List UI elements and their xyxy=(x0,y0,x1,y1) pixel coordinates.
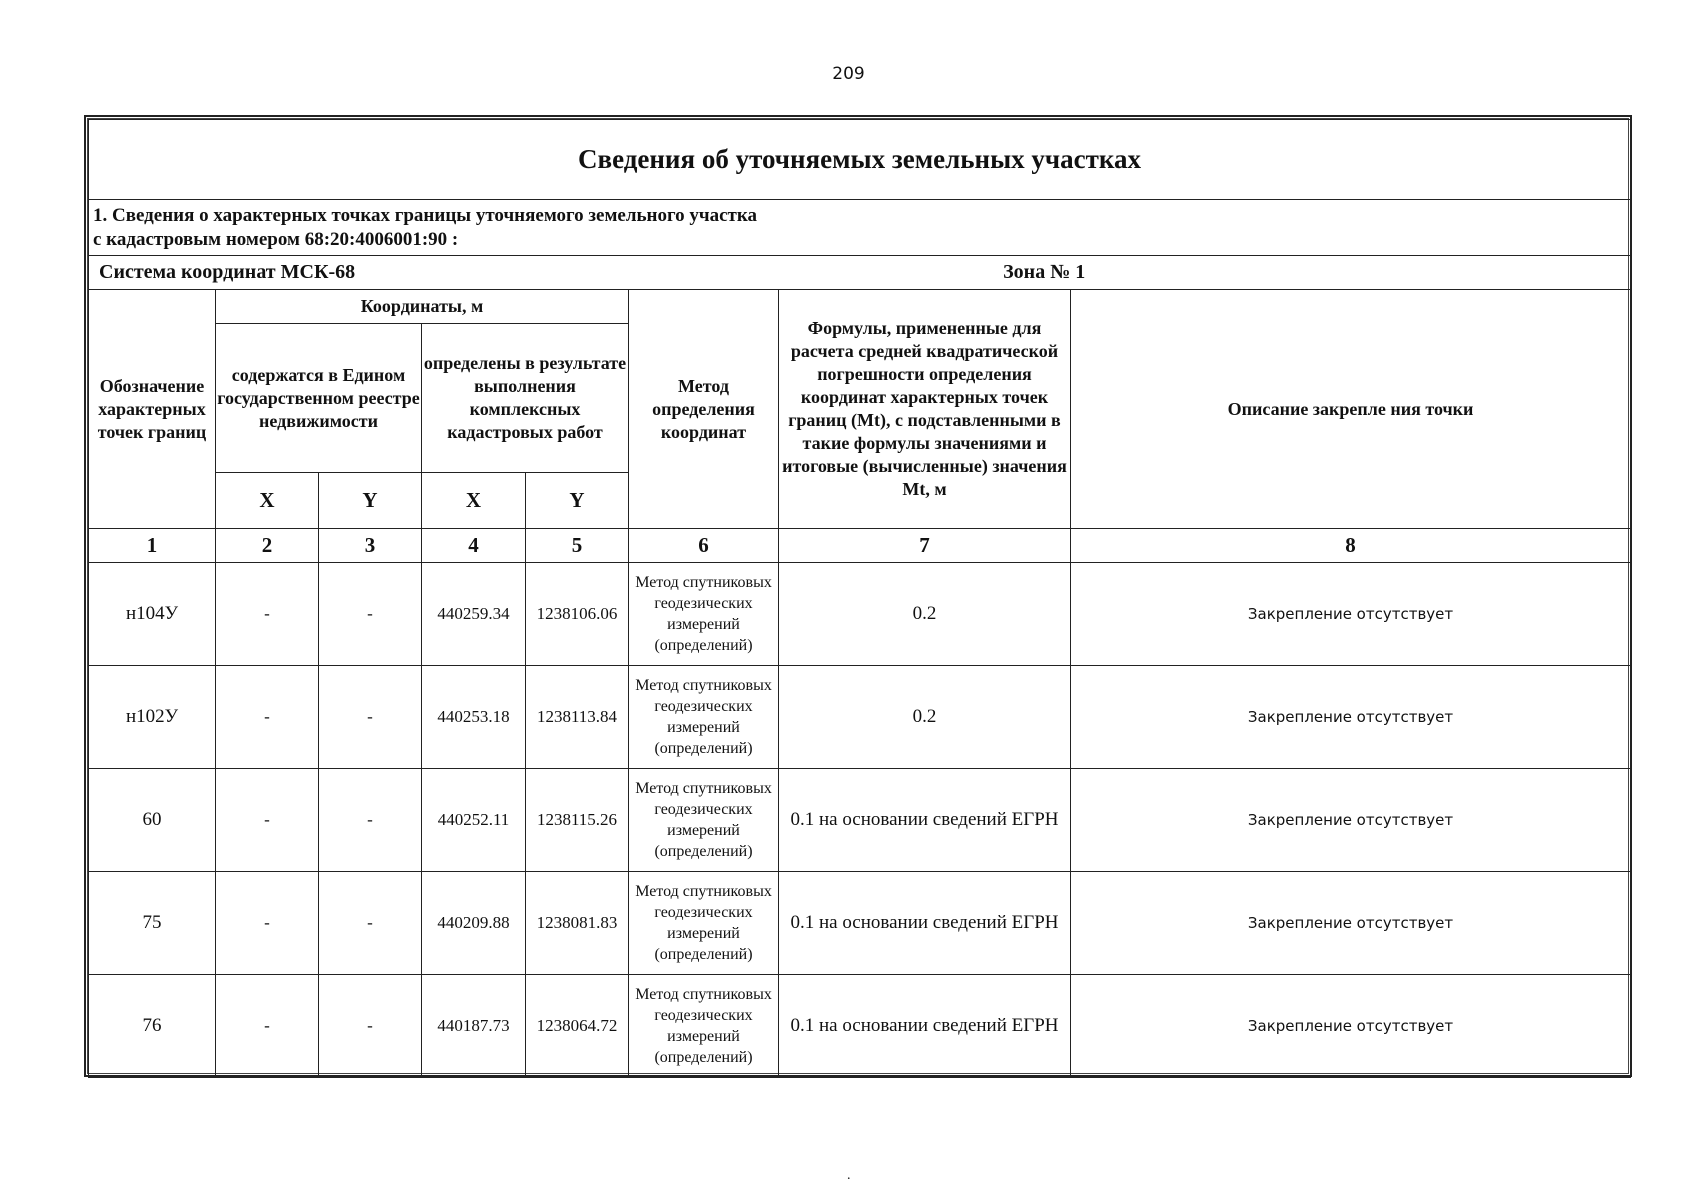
document-frame xyxy=(84,115,1632,1077)
point-description: Закрепление отсутствует xyxy=(1071,563,1631,666)
method: Метод спутниковых геодезических измерений (определений) xyxy=(629,872,779,975)
header-point-designation: Обозначение характерных точек границ xyxy=(89,290,216,529)
method: Метод спутниковых геодезических измерений (определений) xyxy=(629,563,779,666)
survey-y: 1238106.06 xyxy=(526,563,629,666)
point-designation: н104У xyxy=(89,563,216,666)
point-designation: н102У xyxy=(89,666,216,769)
egrn-y: - xyxy=(319,872,422,975)
egrn-x: - xyxy=(216,666,319,769)
mt-value: 0.2 xyxy=(779,666,1071,769)
point-description: Закрепление отсутствует xyxy=(1071,769,1631,872)
egrn-y: - xyxy=(319,769,422,872)
header-survey-x: X xyxy=(422,473,526,529)
survey-x: 440259.34 xyxy=(422,563,526,666)
header-egrn-x: X xyxy=(216,473,319,529)
table-row xyxy=(89,563,1631,666)
survey-y: 1238115.26 xyxy=(526,769,629,872)
mt-value: 0.2 xyxy=(779,563,1071,666)
column-number: 2 xyxy=(216,529,319,563)
survey-x: 440252.11 xyxy=(422,769,526,872)
column-number: 8 xyxy=(1071,529,1631,563)
egrn-x: - xyxy=(216,975,319,1078)
header-egrn-coords: содержатся в Едином государственном реестре недвижимости xyxy=(216,324,422,473)
survey-x: 440253.18 xyxy=(422,666,526,769)
survey-y: 1238064.72 xyxy=(526,975,629,1078)
header-egrn-y: Y xyxy=(319,473,422,529)
header-description: Описание закрепле ния точки xyxy=(1071,290,1631,529)
column-number: 5 xyxy=(526,529,629,563)
header-survey-y: Y xyxy=(526,473,629,529)
column-number: 7 xyxy=(779,529,1071,563)
section-heading-line1: 1. Сведения о характерных точках границы уточняемого земельного участка xyxy=(93,204,758,226)
method: Метод спутниковых геодезических измерений (определений) xyxy=(629,975,779,1078)
survey-x: 440209.88 xyxy=(422,872,526,975)
survey-y: 1238113.84 xyxy=(526,666,629,769)
table-row xyxy=(89,975,1631,1078)
point-description: Закрепление отсутствует xyxy=(1071,872,1631,975)
egrn-x: - xyxy=(216,563,319,666)
egrn-y: - xyxy=(319,666,422,769)
section-heading-line2: с кадастровым номером 68:20:4006001:90 : xyxy=(93,228,459,250)
survey-x: 440187.73 xyxy=(422,975,526,1078)
table-row xyxy=(89,872,1631,975)
section-heading xyxy=(89,200,1631,256)
table-row xyxy=(89,666,1631,769)
parcel-points-table xyxy=(88,119,1631,1078)
egrn-y: - xyxy=(319,975,422,1078)
column-number: 3 xyxy=(319,529,422,563)
header-survey-coords: определены в результате выполнения комплексных кадастровых работ xyxy=(422,324,629,473)
mt-value: 0.1 на основании сведений ЕГРН xyxy=(779,975,1071,1078)
column-number: 6 xyxy=(629,529,779,563)
point-description: Закрепление отсутствует xyxy=(1071,666,1631,769)
method: Метод спутниковых геодезических измерений (определений) xyxy=(629,666,779,769)
header-coordinates: Координаты, м xyxy=(216,290,629,324)
point-designation: 76 xyxy=(89,975,216,1078)
document-title: Сведения об уточняемых земельных участках xyxy=(89,120,1631,200)
egrn-x: - xyxy=(216,769,319,872)
point-description: Закрепление отсутствует xyxy=(1071,975,1631,1078)
header-method: Метод определения координат xyxy=(629,290,779,529)
column-number: 4 xyxy=(422,529,526,563)
coordinate-system-row xyxy=(89,256,1631,290)
point-designation: 60 xyxy=(89,769,216,872)
coordinate-system: Система координат МСК-68 xyxy=(99,261,356,283)
mt-value: 0.1 на основании сведений ЕГРН xyxy=(779,769,1071,872)
table-row xyxy=(89,769,1631,872)
survey-y: 1238081.83 xyxy=(526,872,629,975)
zone-label: Зона № 1 xyxy=(1003,261,1086,283)
mt-value: 0.1 на основании сведений ЕГРН xyxy=(779,872,1071,975)
method: Метод спутниковых геодезических измерений (определений) xyxy=(629,769,779,872)
point-designation: 75 xyxy=(89,872,216,975)
egrn-x: - xyxy=(216,872,319,975)
egrn-y: - xyxy=(319,563,422,666)
header-formulas: Формулы, примененные для расчета средней квадратической погрешности определения координат характерных точек границ (Mt), с подставленными в такие формулы значениями и итоговые (вычисленные) значения Mt, м xyxy=(779,290,1071,529)
footer-mark: . xyxy=(847,1168,851,1183)
page-number: 209 xyxy=(832,64,865,84)
column-number: 1 xyxy=(89,529,216,563)
